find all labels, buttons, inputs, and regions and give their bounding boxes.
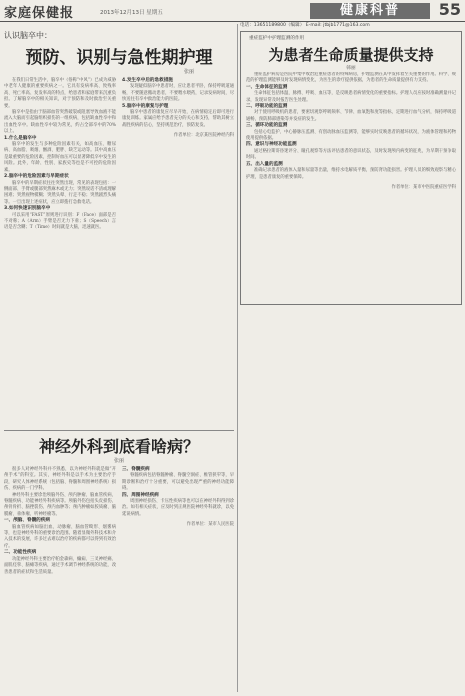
- paragraph: 神经外科主要诊治颅脑外伤、颅内肿瘤、脑血管疾病、脊髓疾病、功能神经外科疾病等。颅脑外伤包括头皮损伤、颅骨骨折、脑挫裂伤、颅内血肿等；颅内肿瘤如胶质瘤、脑膜瘤、垂体瘤、听神经瘤等。: [4, 492, 116, 517]
- section-heading: 一、颅脑、脊髓的疾病: [4, 518, 50, 524]
- section-heading: 2.脑卒中的危险因素与早期症状: [4, 174, 69, 180]
- contact-line: 电话：13651189800（编辑） E-mail: jtbjb1771@163.com: [240, 23, 370, 28]
- paragraph: 脑卒中患者的康复应尽早开始，在病情稳定后即可进行康复训练。家属应给予患者充分的关心和支持，帮助其树立战胜疾病的信心，坚持规范治疗，预防复发。: [122, 110, 234, 128]
- paragraph: 周围神经损伤、卡压性疾病等也可以在神经外科得到诊治。如有相关症状，应及时到正规医院神经外科就诊，以免延误病情。: [122, 499, 234, 517]
- paragraph: 脑卒中的早期症状往往突然出现，常见的表现包括：一侧面部、手臂或腿部突然麻木或无力；突然说话不清或理解困难；突然视物模糊；突然头晕、行走不稳；突然剧烈头痛等。一旦出现上述症状，应立即拨打急救电话。: [4, 180, 116, 205]
- section-heading: 二、呼吸功能的监测: [246, 104, 288, 110]
- article-kicker: 认识脑卒中：: [4, 31, 52, 40]
- section-heading: 4.发生卒中后的急救措施: [122, 78, 173, 83]
- article-byline: 张丽: [183, 69, 194, 75]
- paragraph: 重症监护病房是医院中集中收治危重症患者的特殊病房，护理监测在其中发挥着至关重要的作用。科学、规范的护理监测能够及时发现病情变化，为医生的诊疗提供依据，为患者的生命质量提供有力支持。: [246, 72, 456, 84]
- paragraph: 包括心电监护、中心静脉压监测、有创动脉血压监测等，能够实时反映患者的循环状况，为液体管理和药物使用提供依据。: [246, 129, 456, 142]
- section-title-right: 健康科普: [310, 3, 430, 19]
- paragraph: 准确记录患者的液体入量和尿量等出量，维持水电解质平衡，预防肾功能损害。护理人员的细致观察与精心护理，是患者康复的重要保障。: [246, 168, 456, 180]
- article-byline: 张丽: [113, 458, 124, 464]
- section-title-left: 家庭保健报: [4, 6, 75, 21]
- article-body-col2: [122, 467, 234, 576]
- article-byline: 韩丽: [346, 66, 356, 71]
- section-heading: 二、功能性疾病: [4, 550, 37, 556]
- section-heading: 3.如何快速识别脑卒中: [4, 206, 51, 212]
- article-headline: 为患者生命质量提供支持: [268, 46, 434, 64]
- paragraph: 脑卒中是指由于脑部血管突然破裂或阻塞导致血液不能流入大脑而引起脑组织损伤的一组疾病，包括缺血性卒中和出血性卒中。缺血性卒中较为常见，约占全部卒中的70%以上。: [4, 110, 116, 135]
- section-heading: 1.什么是脑卒中: [4, 135, 37, 141]
- article-neurosurgery: [4, 434, 234, 694]
- section-heading: 五、出入量的监测: [246, 161, 283, 167]
- article-body-col1: [4, 467, 116, 576]
- paragraph: 发现疑似脑卒中患者时，应让患者平卧，保持呼吸道通畅，不要随意搬动患者，不要喂水喂药，记录发病时间，尽快送往有卒中救治能力的医院。: [122, 84, 234, 103]
- article-headline: 神经外科到底看啥病？: [38, 437, 199, 456]
- section-heading: 一、生命体征的监测: [246, 84, 288, 90]
- section-heading: 四、周围神经疾病: [122, 492, 159, 498]
- article-headline: 预防、识别与急性期护理: [25, 48, 213, 68]
- paragraph: 脊髓疾病包括脊髓肿瘤、脊髓空洞症、椎管狭窄等，早期诊断和治疗十分重要，可以避免出现严重的神经功能障碍。: [122, 473, 234, 492]
- issue-date: 2013年12月13日 星期五: [100, 10, 163, 16]
- header-rule: [0, 21, 465, 22]
- article-source: 作者单位：北京某医院神经内科: [173, 133, 234, 139]
- paragraph: 脑卒中的发生与多种危险因素有关，如高血压、糖尿病、高血脂、吸烟、酗酒、肥胖、缺乏运动等。其中高血压是最重要的危险因素，控制好血压可以显著降低卒中发生的风险。此外，年龄、性别、家族史等也是不可控的危险因素。: [4, 142, 116, 173]
- section-heading: 三、脊髓疾病: [122, 467, 150, 472]
- article-body-col1: [4, 78, 116, 232]
- article-divider: [4, 430, 234, 431]
- paragraph: 生命体征包括体温、脉搏、呼吸、血压等，是反映患者病情变化的重要指标。护理人员应按时准确测量并记录，发现异常及时报告医生处理。: [246, 91, 456, 103]
- paragraph: 在我们日常生活中，脑卒中（俗称“中风”）已成为威胁中老年人健康的重要疾病之一。它具有发病率高、致残率高、死亡率高、复发率高的特点，给患者和家庭带来沉重负担。了解脑卒中的相关知识，对于预防和及时救治至关重要。: [4, 78, 116, 109]
- page-number: 55: [438, 0, 461, 19]
- paragraph: 很多人对神经外科并不熟悉，以为神经外科就是做“开颅手术”的科室。其实，神经外科是以手术为主要治疗手段，研究人体神经系统（包括脑、脊髓和周围神经系统）损伤、疾病的一门学科。: [4, 467, 116, 492]
- article-body-col2: [122, 78, 234, 232]
- section-heading: 三、循环功能的监测: [246, 123, 288, 129]
- paragraph: 通过格拉斯哥昏迷评分、瞳孔观察等方法评估患者的意识状态，及时发现颅内病变的征兆，为早期干预争取时间。: [246, 148, 456, 161]
- section-heading: 四、意识与神经功能监测: [246, 142, 297, 148]
- section-heading: 5.脑卒中的康复与护理: [122, 103, 169, 109]
- article-stroke: [4, 30, 234, 430]
- paragraph: 可以采用“FAST”原则进行识别：F（Face）面部是否不对称；A（Arm）手臂是否无力下垂；S（Speech）言语是否含糊；T（Time）时间就是大脑，迅速就医。: [4, 212, 116, 231]
- paragraph: 脑血管疾病如脑出血、动脉瘤、脑血管畸形、烟雾病等，也是神经外科的重要诊治范围。随着显微外科技术和介入技术的发展，许多过去难以治疗的疾病都可以得到有效治疗。: [4, 524, 116, 549]
- article-kicker: 重症监护中护理监测的作用: [249, 36, 305, 41]
- paragraph: 对于使用呼吸机的患者，要密切观察呼吸频率、节律、血氧饱和度等指标，定期进行血气分析，保持呼吸道通畅，预防肺部感染等并发症的发生。: [246, 110, 456, 122]
- column-divider: [237, 24, 238, 692]
- article-source: 作者单位：某市中医院重症医学科: [391, 184, 456, 190]
- article-icu-body: [246, 72, 456, 690]
- paragraph: 功能神经外科主要治疗帕金森病、癫痫、三叉神经痛、面肌痉挛、脑瘫等疾病，通过手术调节神经系统的功能，改善患者的症状和生活质量。: [4, 556, 116, 575]
- page-header: [0, 0, 465, 22]
- article-source: 作者单位：某市人民医院: [186, 522, 234, 528]
